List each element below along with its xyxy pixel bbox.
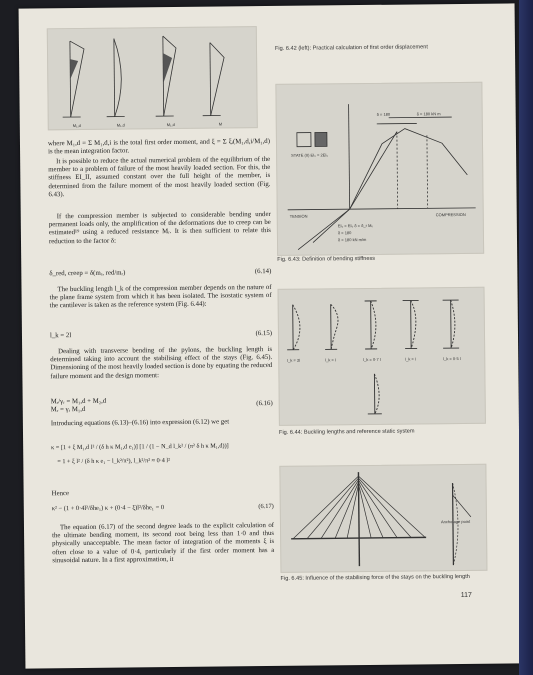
figure-6-44-systems	[279, 288, 485, 425]
equation-6-16	[51, 396, 273, 415]
paragraph-7-text: The equation (6.17) of the second degree leads to the explicit calculation of the ultimate bending moment, its second root being less than 1·0 and thus physically unacceptable. The mean factor of integration of the moments ξ is often close to a value of 0·4, particularly if the first order moment has a sinusoidal nature. In a first approximation, it	[52, 521, 275, 565]
equation-6-17-body: κ² − (1 + 0·4l²/δhe₁) κ + (0·4 − ξ)l²/δhe₁ = 0	[51, 504, 165, 513]
bottom-label-3: δ = 180 kN m/m	[337, 236, 367, 243]
figure-6-42	[47, 26, 258, 130]
bottom-label-1: EI₀ = EI₀ δ = δ_r M₀	[337, 222, 374, 229]
bottom-label-2: δ = 180	[337, 230, 352, 236]
equation-6-14-body: δ_red, creep = δ(mᵣ, red/mᵣ)	[49, 269, 126, 278]
paragraph-5	[50, 346, 272, 381]
caption-fig-6-44: Fig. 6.44: Buckling lengths and reference static system	[278, 428, 415, 436]
state-label: STATE (II) EI₀ = 2EI₀	[291, 152, 329, 158]
equation-6-16-number: (6.16)	[256, 399, 273, 408]
paragraph-1	[48, 138, 270, 157]
paragraph-5-text: Dealing with transverse bending of the pylons, the buckling length is determined taking into account the stabilising effect of the stays (Fig. 6.45). Dimensioning of the most heavily loaded section is done by equating the reduced failure moment and the design moment:	[50, 345, 273, 380]
paragraph-3	[49, 211, 271, 246]
equation-6-15	[50, 330, 272, 341]
figure-6-45	[279, 464, 487, 573]
anchorage-label: Anchorage point	[440, 518, 471, 525]
paragraph-2	[48, 156, 270, 199]
hence-text: Hence	[51, 490, 70, 498]
equation-6-14	[49, 268, 271, 279]
svg-text:l_k = l: l_k = l	[405, 356, 416, 362]
hence-label	[52, 488, 274, 499]
equation-big-line-1: κ = [1 + ξ M₁,d l² / (δ h κ M₁,d e₁)] [1 / (1 − N_d l_k² / (π² δ h κ M₁,d))]	[51, 442, 229, 452]
svg-text:M₁,d: M₁,d	[72, 122, 81, 129]
caption-fig-6-45: Fig. 6.45: Influence of the stabilising force of the stays on the buckling length	[280, 573, 470, 582]
svg-text:M₁,d: M₁,d	[166, 121, 175, 128]
equation-6-17	[52, 503, 274, 514]
compression-label: COMPRESSION	[435, 211, 466, 218]
paragraph-6-text: Introducing equations (6.13)–(6.16) into expression (6.12) we get	[50, 418, 230, 428]
caption-fig-6-43: Fig. 6.43: Definition of bending stiffness	[277, 255, 376, 263]
paragraph-1-text: where M₁,d = Σ M₁,d,i is the total first order moment, and ξ = Σ ξᵢ(M₁,d,i/M₁,d) is the mean integration factor.	[47, 137, 270, 156]
figure-6-42-drawing	[48, 27, 257, 129]
equation-6-17-number: (6.17)	[258, 502, 274, 511]
paragraph-2-text: It is possible to reduce the actual numerical problem of the equilibrium of the member to a problem of failure of the most heavily loaded section. For this, the stiffness EI_II, assumed constant over the full height of the member, is determined from the failure moment of the most heavily loaded section (Fig. 6.43).	[48, 155, 271, 199]
top-label-1: δ = 180	[376, 111, 391, 117]
svg-text:l_k = 0·5 l: l_k = 0·5 l	[443, 356, 461, 362]
paragraph-7	[52, 522, 274, 565]
caption-fig-6-42: Fig. 6.42 (left): Practical calculation of first order displacement	[274, 44, 428, 52]
top-label-2: δ = 180 kN m	[416, 111, 441, 117]
paragraph-6	[51, 418, 273, 429]
svg-text:l_k = 0·7 l: l_k = 0·7 l	[363, 356, 381, 363]
equation-6-16-line-2: Mᵣ = γᵣ M₁,d	[50, 406, 86, 414]
equation-6-15-body: l_k = 2l	[49, 332, 72, 340]
book-page	[19, 3, 522, 668]
paragraph-4	[49, 284, 271, 311]
svg-text:M: M	[218, 121, 223, 127]
page-number: 117	[460, 591, 472, 600]
figure-6-44	[278, 287, 486, 426]
equation-big	[51, 442, 273, 467]
svg-text:M₁,d: M₁,d	[116, 122, 125, 128]
tension-label: TENSION	[289, 213, 308, 219]
svg-text:l_k = 2l: l_k = 2l	[287, 357, 301, 363]
equation-6-14-number: (6.14)	[254, 267, 272, 276]
equation-big-line-2: = 1 + ξ l² / (δ h κ e₁ − l_k²/π²), l_k²/π² ≈ 0·4 l²	[57, 457, 170, 466]
figure-6-43-graph	[276, 83, 483, 255]
svg-text:l_k = l: l_k = l	[325, 357, 336, 363]
book-spine	[519, 0, 533, 675]
figure-6-45-bridge	[280, 465, 486, 572]
paragraph-4-text: The buckling length l_k of the compression member depends on the nature of the plane frame system from which it has been isolated. The isostatic system of the cantilever is taken as the reference system (Fig. 6.44):	[49, 283, 272, 310]
equation-6-15-number: (6.15)	[255, 329, 273, 338]
paragraph-3-text: If the compression member is subjected to considerable bending under permanent loads only, the amplification of the deformations due to creep can be estimated¹⁹ using a reduced resistance Mᵣ. It is then sufficient to relate this reduction to the factor δ:	[48, 210, 271, 245]
equation-6-16-line-1: Mᵣ/γᵣ = M₁,d + M₂,d	[50, 397, 107, 406]
figure-6-43	[275, 82, 484, 256]
